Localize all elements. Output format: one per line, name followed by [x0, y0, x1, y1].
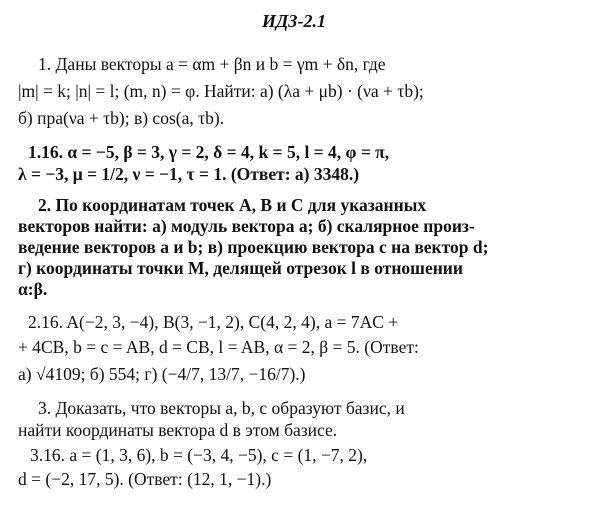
- problem-2-line-2: векторов найти: а) модуль вектора a; б) скалярное произ-: [18, 216, 475, 236]
- problem-1-line-1: 1. Даны векторы a = αm + βn и b = γm + δn, где: [38, 54, 386, 74]
- variant-1-16: 1.16. α = −5, β = 3, γ = 2, δ = 4, k = 5, l = 4, φ = π,: [28, 142, 390, 162]
- variant-3-16-cont: d = (−2, 17, 5). (Ответ: (12, 1, −1).): [18, 469, 272, 489]
- variant-2-16-answer: а) √4109; б) 554; г) (−4/7, 13/7, −16/7).): [18, 364, 306, 384]
- problem-2-line-5: α:β.: [18, 279, 48, 299]
- variant-2-16: 2.16. A(−2, 3, −4), B(3, −1, 2), C(4, 2, 4), a = 7AC +: [28, 312, 399, 332]
- problem-3-line-2: найти координаты вектора d в этом базисе.: [18, 420, 338, 440]
- page-title: ИДЗ-2.1: [262, 11, 326, 31]
- problem-2-line-3: ведение векторов a и b; в) проекцию вектора c на вектор d;: [18, 237, 489, 257]
- variant-3-16: 3.16. a = (1, 3, 6), b = (−3, 4, −5), c = (1, −7, 2),: [30, 445, 368, 465]
- variant-2-16-cont: + 4CB, b = c = AB, d = CB, l = AB, α = 2, β = 5. (Ответ:: [18, 337, 419, 357]
- problem-2-line-4: г) координаты точки M, делящей отрезок l в отношении: [18, 258, 463, 278]
- problem-1-line-3: б) прa(νa + τb); в) cos(a, τb).: [18, 108, 225, 128]
- variant-1-16-cont: λ = −3, μ = 1/2, ν = −1, τ = 1. (Ответ: а) 3348.): [18, 164, 360, 184]
- problem-3-line-1: 3. Доказать, что векторы a, b, c образуют базис, и: [38, 398, 405, 418]
- problem-1-line-2: |m| = k; |n| = l; (m, n) = φ. Найти: а) (λa + μb) · (νa + τb);: [18, 81, 424, 101]
- problem-2-line-1: 2. По координатам точек A, B и C для указанных: [38, 195, 427, 215]
